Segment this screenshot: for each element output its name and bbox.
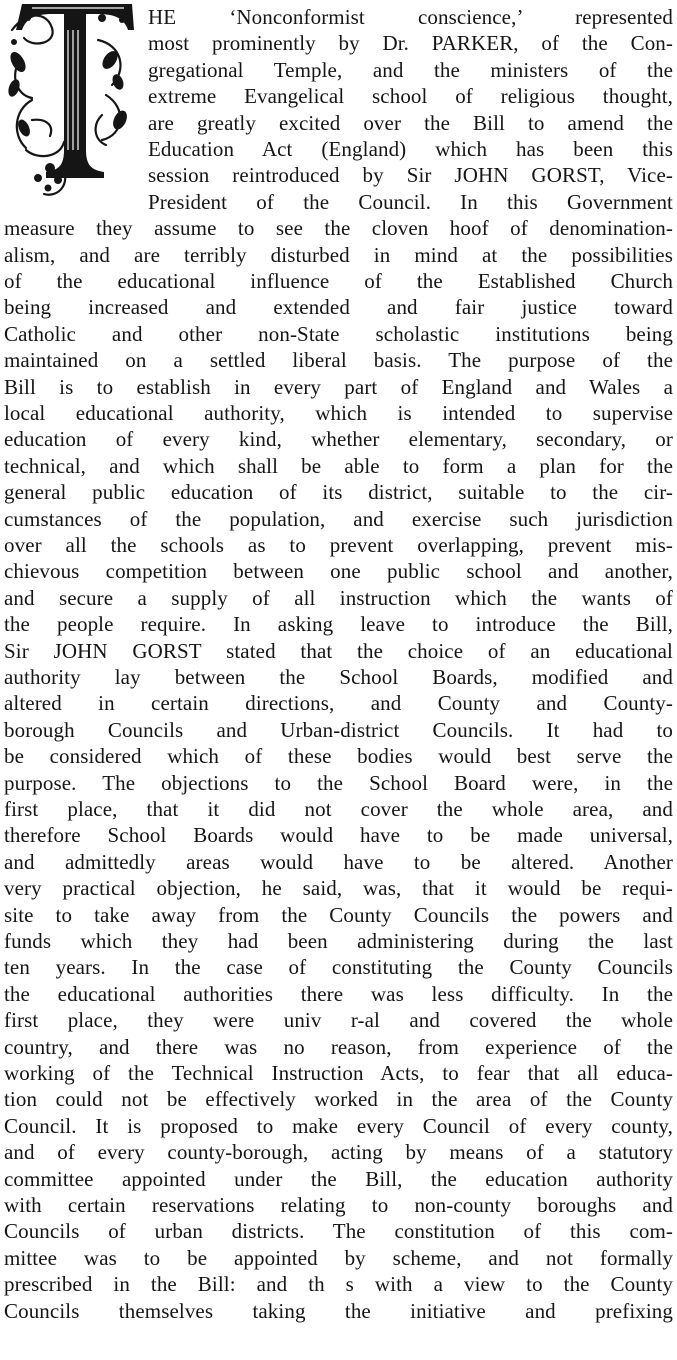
text-line: and secure a supply of all instruction which the wants of (4, 585, 673, 610)
text-line: the people require. In asking leave to introduce the Bill, (4, 612, 673, 637)
text-line: President of the Council. In this Government (148, 189, 673, 214)
text-line: extreme Evangelical school of religious thought, (148, 84, 673, 109)
text-line: altered in certain directions, and County and County- (4, 691, 673, 716)
text-line: being increased and extended and fair justice toward (4, 295, 673, 320)
text-line: maintained on a settled liberal basis. The purpose of the (4, 348, 673, 373)
text-line: gregational Temple, and the ministers of the (148, 57, 673, 82)
text-line: and admittedly areas would have to be altered. Another (4, 849, 673, 874)
text-line: very practical objection, he said, was, that it would be requi- (4, 876, 673, 901)
text-line: session reintroduced by Sir J​OHN G​ORST, Vice- (148, 163, 673, 188)
text-line: local educational authority, which is intended to supervise (4, 401, 673, 425)
text-line: HE ‘Nonconformist conscience,’ represented (148, 5, 673, 29)
text-line: alism, and are terribly disturbed in mind at the possibilities (4, 242, 673, 267)
text-line: Councils themselves taking the initiative and prefixing (4, 1298, 673, 1323)
text-line: chievous competition between one public school and another, (4, 559, 673, 584)
text-line: measure they assume to see the cloven hoof of denomination- (4, 216, 673, 241)
text-line: Councils of urban districts. The constitution of this com- (4, 1219, 673, 1244)
text-line: Education Act (England) which has been this (148, 137, 673, 161)
text-line: cumstances of the population, and exercise such jurisdiction (4, 506, 673, 531)
text-line: country, and there was no reason, from experience of the (4, 1034, 673, 1059)
text-line: purpose. The objections to the School Board were, in the (4, 770, 673, 795)
text-line: committee appointed under the Bill, the education authority (4, 1166, 673, 1191)
text-line: Catholic and other non-State scholastic institutions being (4, 321, 673, 346)
text-line: over all the schools as to prevent overlapping, prevent mis- (4, 533, 673, 557)
text-line: of the educational influence of the Established Church (4, 269, 673, 293)
text-line: with certain reservations relating to non-county boroughs and (4, 1193, 673, 1217)
text-line: site to take away from the County Councils the powers and (4, 902, 673, 927)
text-line: first place, that it did not cover the whole area, and (4, 797, 673, 821)
text-line: Sir J​OHN G​ORST stated that the choice of an educational (4, 638, 673, 663)
text-line: the educational authorities there was less difficulty. In the (4, 981, 673, 1006)
text-line: technical, and which shall be able to form a plan for the (4, 453, 673, 478)
text-line: tion could not be effectively worked in the area of the County (4, 1087, 673, 1112)
text-line: be considered which of these bodies would best serve the (4, 744, 673, 769)
text-line: most prominently by Dr. P​ARKER, of the Con- (148, 31, 673, 56)
text-line: and of every county-borough, acting by means of a statutory (4, 1140, 673, 1165)
text-line: education of every kind, whether elementary, secondary, or (4, 427, 673, 452)
ornamental-drop-cap-t (2, 0, 142, 205)
text-line: working of the Technical Instruction Acts, to fear that all educa- (4, 1061, 673, 1085)
text-line: borough Councils and Urban-district Councils. It had to (4, 717, 673, 742)
text-line: general public education of its district, suitable to the cir- (4, 480, 673, 505)
text-line: Bill is to establish in every part of England and Wales a (4, 374, 673, 399)
text-line: Council. It is proposed to make every Council of every county, (4, 1113, 673, 1138)
text-line: are greatly excited over the Bill to amend the (148, 110, 673, 135)
text-line: ten years. In the case of constituting the County Councils (4, 955, 673, 980)
text-line: first place, they were univ r-al and covered the whole (4, 1008, 673, 1033)
text-line: funds which they had been administering during the last (4, 929, 673, 953)
text-line: prescribed in the Bill: and th s with a view to the County (4, 1272, 673, 1297)
text-line: mittee was to be appointed by scheme, and not formally (4, 1245, 673, 1270)
text-line: authority lay between the School Boards, modified and (4, 665, 673, 689)
text-line: therefore School Boards would have to be made universal, (4, 823, 673, 848)
